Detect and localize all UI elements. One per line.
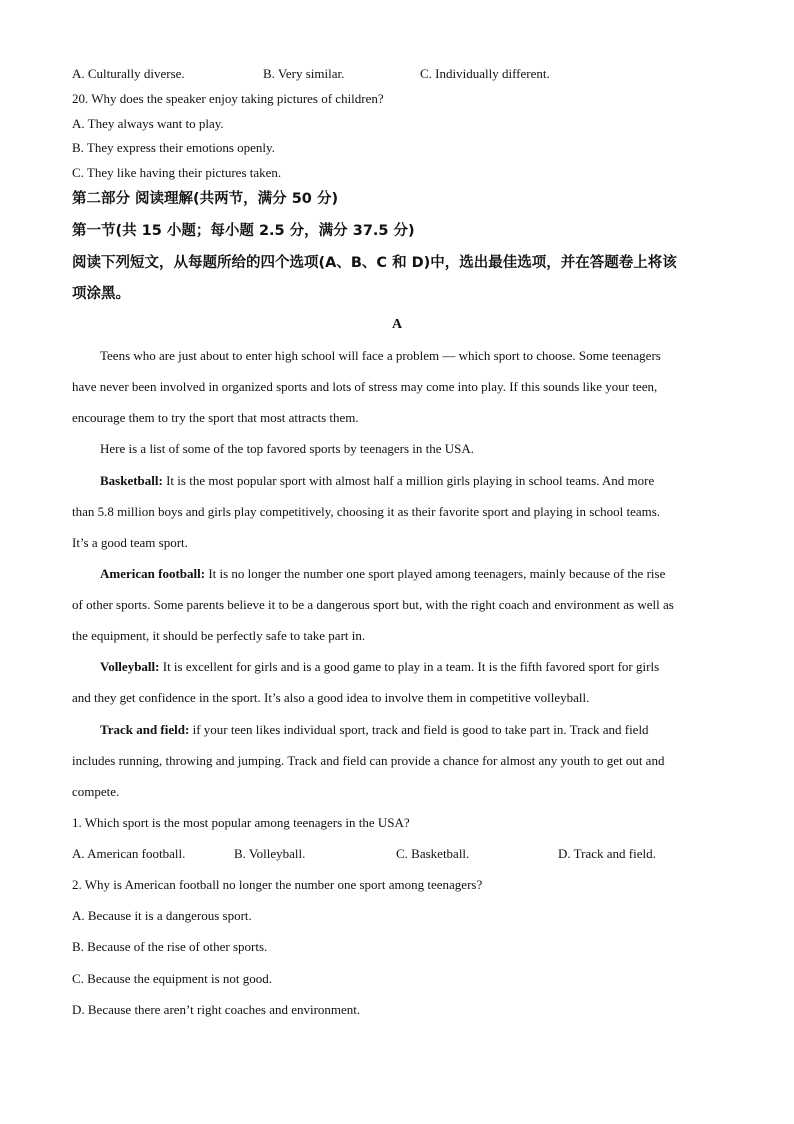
q20-option-c: C. They like having their pictures taken. (72, 165, 282, 180)
q1-option-c: C. Basketball. (396, 846, 470, 861)
q19-option-c: C. Individually different. (420, 66, 550, 81)
q1-stem: 1. Which sport is the most popular among teenagers in the USA? (72, 815, 410, 830)
q20-option-a: A. They always want to play. (72, 116, 224, 131)
q19-option-b: B. Very similar. (263, 66, 345, 81)
instruction-line-1: 阅读下列短文，从每题所给的四个选项(A、B、C 和 D)中，选出最佳选项，并在答题卷上将该 (72, 255, 677, 271)
q2-option-a: A. Because it is a dangerous sport. (72, 908, 252, 923)
track-line-1 (100, 722, 649, 738)
q2-stem: 2. Why is American football no longer the number one sport among teenagers? (72, 877, 483, 892)
football-line-2: of other sports. Some parents believe it to be a dangerous sport but, with the right coach and environment as well as (72, 597, 674, 612)
football-line-3: the equipment, it should be perfectly safe to take part in. (72, 628, 366, 643)
q2-option-b: B. Because of the rise of other sports. (72, 939, 268, 954)
intro-line-1: Teens who are just about to enter high school will face a problem — which sport to choose. Some teenagers (100, 348, 661, 363)
list-intro: Here is a list of some of the top favored sports by teenagers in the USA. (100, 441, 475, 456)
q2-option-d: D. Because there aren’t right coaches and environment. (72, 1002, 361, 1017)
instruction-line-2: 项涂黑。 (72, 286, 130, 302)
q1-option-a: A. American football. (72, 846, 186, 861)
q20-stem: 20. Why does the speaker enjoy taking pictures of children? (72, 91, 384, 106)
volleyball-text: It is excellent for girls and is a good game to play in a team. It is the fifth favored sport for girls (159, 659, 660, 674)
track-label: Track and field: (100, 722, 190, 737)
passage-label: A (391, 317, 403, 332)
basketball-line-2: than 5.8 million boys and girls play competitively, choosing it as their favorite sport and playing in school teams. (72, 504, 661, 519)
basketball-line-3: It’s a good team sport. (72, 535, 188, 550)
section1-title: 第一节(共 15 小题；每小题 2.5 分，满分 37.5 分) (72, 223, 415, 239)
volleyball-line-1 (100, 659, 659, 675)
basketball-text: It is the most popular sport with almost half a million girls playing in school teams. And more (162, 473, 655, 488)
basketball-label: Basketball: (100, 473, 163, 488)
q1-option-b: B. Volleyball. (234, 846, 306, 861)
track-line-2: includes running, throwing and jumping. Track and field can provide a chance for almost any youth to get out and (72, 753, 665, 768)
volleyball-label: Volleyball: (100, 659, 160, 674)
intro-line-2: have never been involved in organized sports and lots of stress may come into play. If this sounds like your teen, (72, 379, 658, 394)
basketball-line-1 (100, 473, 654, 489)
q19-option-a: A. Culturally diverse. (72, 66, 185, 81)
part2-title: 第二部分 阅读理解(共两节，满分 50 分) (72, 191, 339, 207)
q1-option-d: D. Track and field. (558, 846, 656, 861)
football-line-1 (100, 566, 665, 582)
intro-line-3: encourage them to try the sport that most attracts them. (72, 410, 359, 425)
q2-option-c: C. Because the equipment is not good. (72, 971, 273, 986)
track-text: if your teen likes individual sport, track and field is good to take part in. Track and field (189, 722, 649, 737)
football-text: It is no longer the number one sport played among teenagers, mainly because of the rise (205, 566, 666, 581)
football-label: American football: (100, 566, 206, 581)
volleyball-line-2: and they get confidence in the sport. It’s also a good idea to involve them in competitive volleyball. (72, 690, 590, 705)
track-line-3: compete. (72, 784, 120, 799)
q20-option-b: B. They express their emotions openly. (72, 140, 275, 155)
